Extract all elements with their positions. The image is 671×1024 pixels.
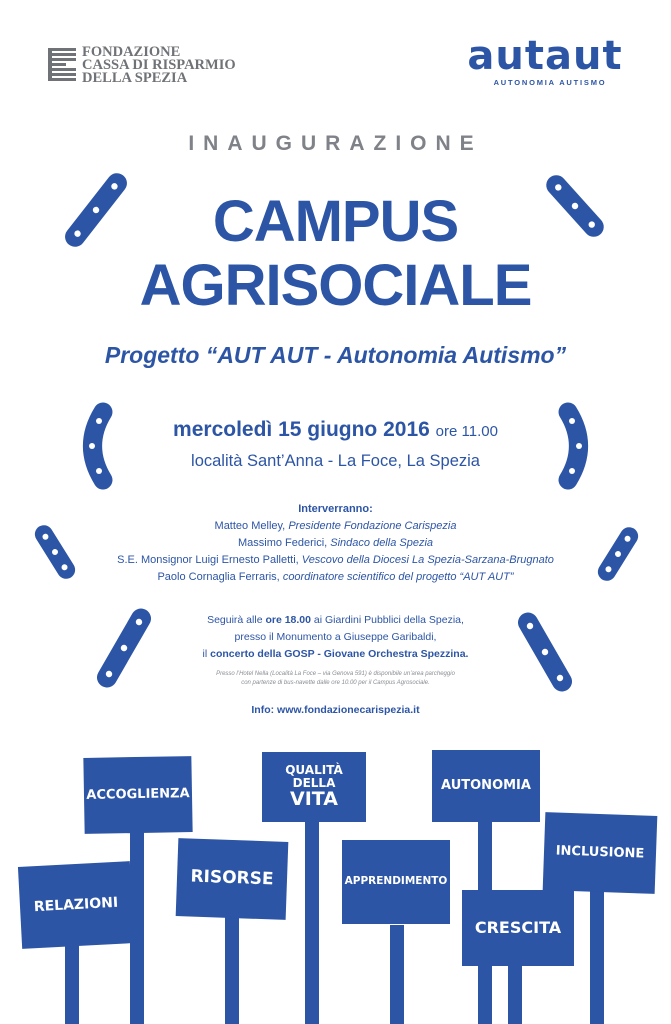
- info-link[interactable]: Info: www.fondazionecarispezia.it: [251, 704, 420, 716]
- sign-label: ACCOGLIENZA: [86, 786, 190, 804]
- autaut-wordmark: autaut: [467, 33, 623, 79]
- speaker-name: S.E. Monsignor Luigi Ernesto Palletti,: [117, 554, 302, 566]
- speaker-role: Vescovo della Diocesi La Spezia-Sarzana-Brugnato: [301, 554, 554, 566]
- sign-label: VITA: [290, 787, 338, 810]
- fondazione-emblem-icon: [48, 48, 76, 82]
- title-line-1: CAMPUS: [212, 189, 459, 254]
- sign-crescita: [462, 890, 574, 966]
- sign-relazioni: [18, 861, 134, 949]
- concert-text: il: [202, 648, 211, 660]
- sign-risorse: [176, 838, 289, 920]
- sign-label: RELAZIONI: [33, 894, 119, 915]
- parking-note-line-2: con partenze di bus-navette dalle ore 10.00 per il Campus Agrosociale.: [241, 680, 430, 686]
- speaker-row: [0, 518, 671, 535]
- sign-stick: [590, 890, 604, 1024]
- sign-autonomia: [432, 750, 540, 822]
- event-place: località Sant’Anna - La Foce, La Spezia: [191, 452, 480, 470]
- fondazione-line-2: CASSA DI RISPARMIO: [82, 57, 236, 73]
- concert-text: Seguirà alle: [207, 614, 266, 626]
- sign-label: RISORSE: [190, 866, 274, 890]
- sign-accoglienza: [83, 756, 192, 834]
- sign-label: INCLUSIONE: [555, 843, 645, 862]
- concert-line-1: [0, 612, 671, 629]
- speaker-role: Presidente Fondazione Carispezia: [288, 520, 457, 532]
- fondazione-line-3: DELLA SPEZIA: [82, 70, 188, 86]
- parking-note: [0, 670, 671, 688]
- speakers-list: [0, 501, 671, 586]
- concert-info: [0, 612, 671, 663]
- sign-stick: [390, 925, 404, 1024]
- sign-stick: [305, 820, 319, 1024]
- speaker-role: coordinatore scientifico del progetto “AUT AUT”: [282, 571, 514, 583]
- sign-label: AUTONOMIA: [441, 778, 531, 794]
- speaker-row: [0, 535, 671, 552]
- project-subtitle: Progetto “AUT AUT - Autonomia Autismo”: [104, 342, 567, 368]
- speaker-name: Paolo Cornaglia Ferraris,: [157, 571, 283, 583]
- title-line-2: AGRISOCIALE: [139, 253, 532, 318]
- autaut-logo: [460, 33, 630, 96]
- event-title: [0, 190, 671, 318]
- autaut-tagline: AUTONOMIA AUTISMO: [493, 78, 607, 87]
- sign-inclusione: [543, 812, 658, 894]
- fondazione-logo: [48, 46, 258, 86]
- sign-label: APPRENDIMENTO: [344, 875, 448, 888]
- event-date: mercoledì 15 giugno 2016: [173, 418, 430, 441]
- concert-line-2: presso il Monumento a Giuseppe Garibaldi,: [234, 631, 437, 643]
- parking-note-line-1: Presso l’Hotel Nella (Località La Foce – via Genova 591) è disponibile un’area parcheggio: [216, 671, 455, 677]
- sign-label: QUALITÀ DELLA: [285, 763, 343, 791]
- concert-name: concerto della GOSP - Giovane Orchestra Spezzina.: [210, 648, 469, 660]
- event-dateline: [0, 418, 671, 442]
- sign-stick: [65, 940, 79, 1024]
- sign-stick: [225, 915, 239, 1024]
- concert-line-3: [0, 646, 671, 663]
- kicker-inaugurazione: INAUGURAZIONE: [188, 132, 483, 155]
- concert-time: ore 18.00: [265, 614, 311, 626]
- speaker-name: Massimo Federici,: [237, 537, 331, 549]
- speaker-row: [0, 569, 671, 586]
- fondazione-line-1: FONDAZIONE: [82, 44, 181, 60]
- speaker-row: [0, 552, 671, 569]
- event-time: ore 11.00: [435, 423, 498, 440]
- speaker-name: Matteo Melley,: [214, 520, 289, 532]
- speakers-header: Interverranno:: [298, 503, 373, 515]
- sign-qualita-della-vita: [262, 752, 366, 822]
- sign-label: CRESCITA: [474, 917, 562, 937]
- fondazione-name: [82, 46, 236, 85]
- speaker-role: Sindaco della Spezia: [330, 537, 434, 549]
- sign-apprendimento: [342, 840, 450, 924]
- sign-stick: [508, 960, 522, 1024]
- concert-text: ai Giardini Pubblici della Spezia,: [311, 614, 464, 626]
